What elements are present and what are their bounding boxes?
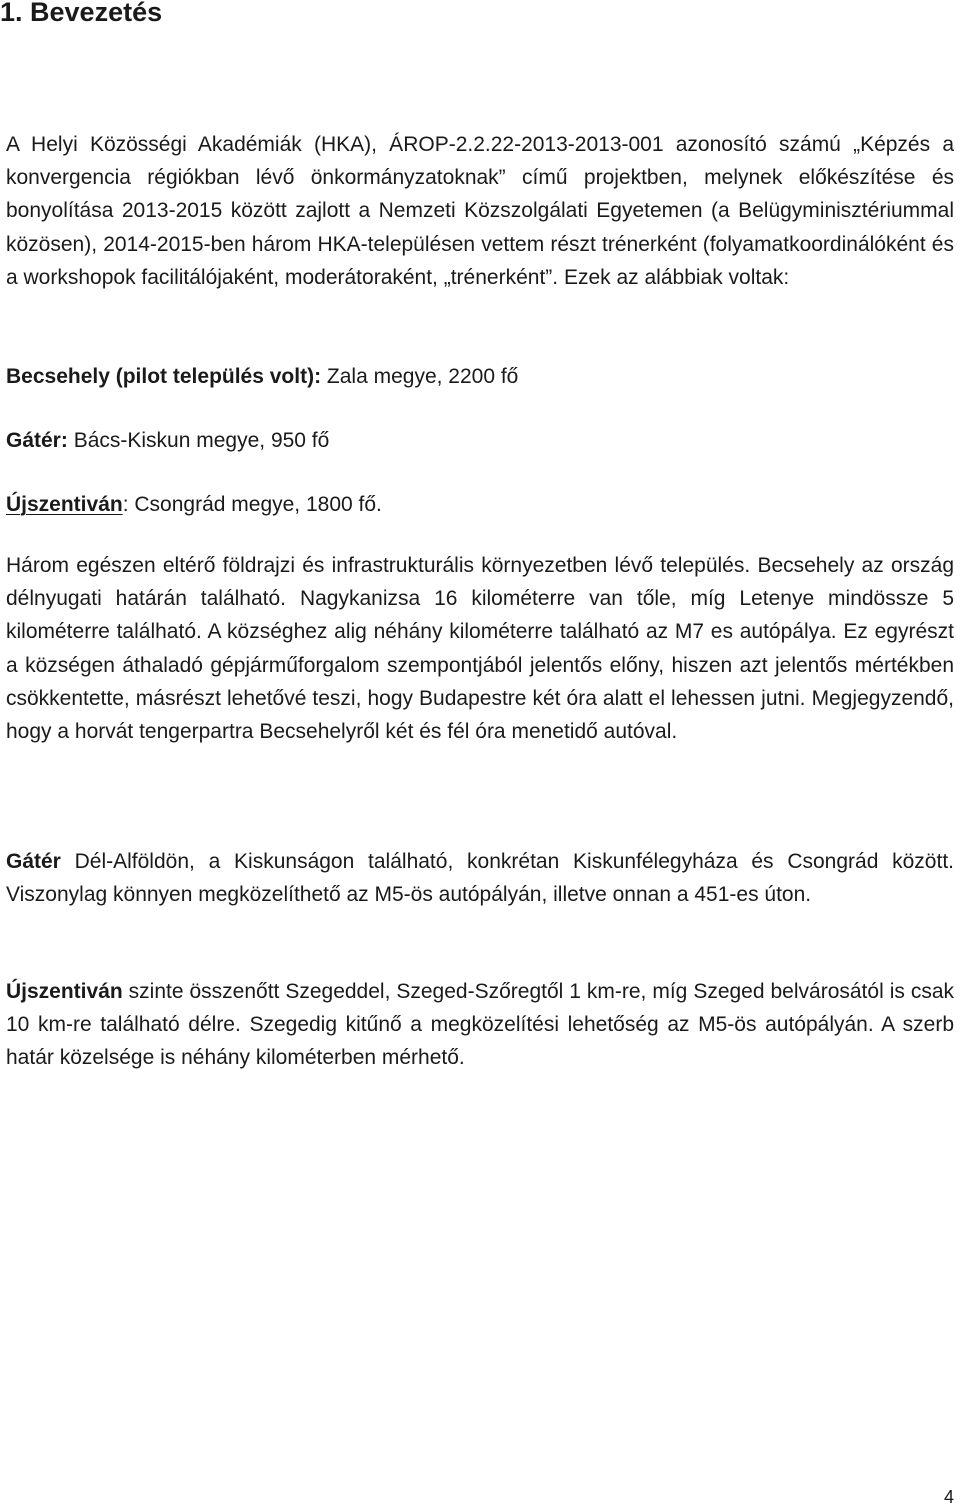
ujszentivan-paragraph-text: szinte összenőtt Szegeddel, Szeged-Szőregtől 1 km-re, míg Szeged belvárosától is csak 10 km-re található délre. Szegedig kitűnő a megközelítési lehetőség az M5-ös autópályán. A szerb határ közelsége is néhány kilométerben mérhető.: [6, 980, 954, 1070]
settlement-colon-ujszentivan: :: [122, 493, 129, 516]
gater-paragraph-name: Gátér: [6, 850, 61, 873]
description-sentence-4: A községhez alig néhány kilométerre található az M7 es autópálya.: [207, 620, 837, 644]
settlement-name-ujszentivan: Újszentiván: [6, 493, 123, 516]
description-paragraph: [6, 549, 954, 748]
settlement-details-gater: Bács-Kiskun megye, 950 fő: [67, 429, 330, 452]
intro-paragraph: [6, 128, 954, 294]
page-number: 4: [943, 1487, 954, 1507]
ujszentivan-paragraph: [6, 975, 954, 1075]
section-heading: 1. Bevezetés: [0, 0, 163, 27]
description-sentence-3: Nagykanizsa 16 kilométerre van tőle, míg Letenye mindössze 5 kilométerre található.: [6, 587, 954, 644]
settlement-details-ujszentivan: Csongrád megye, 1800 fő.: [128, 493, 382, 516]
settlement-gater: [6, 424, 329, 457]
settlement-name-gater: Gátér:: [6, 429, 68, 452]
description-sentence-5: Ez egyrészt a községen áthaladó gépjárműforgalom szempontjából jelentős előny, hiszen azt jelentős mértékben csökkentette, másrészt lehetővé teszi, hogy Budapestre két óra alatt el lehessen jutni.: [6, 620, 954, 710]
settlement-becsehely: [6, 360, 518, 393]
intro-sentence-2: Ezek az alábbiak voltak:: [563, 265, 790, 289]
intro-sentence-1: A Helyi Közösségi Akadémiák (HKA), ÁROP-2.2.22-2013-2013-001 azonosító számú „Képzés a konvergencia régiókban lévő önkormányzatoknak” című projektben, melynek előkészítése és bonyolítása 2013-2015 között zajlott a Nemzeti Közszolgálati Egyetemen (a Belügyminisztériummal közösen), 2014-2015-ben három HKA-településen vettem részt trénerként (folyamatkoordinálóként és a workshopok facilitálójaként, moderátoraként, „trénerként”.: [6, 133, 954, 289]
gater-paragraph: [6, 845, 954, 911]
ujszentivan-paragraph-name: Újszentiván: [6, 980, 123, 1003]
settlement-details-becsehely: Zala megye, 2200 fő: [321, 365, 519, 388]
settlement-ujszentivan: [6, 488, 382, 521]
gater-paragraph-text: Dél-Alföldön, a Kiskunságon található, konkrétan Kiskunfélegyháza és Csongrád között. Viszonylag könnyen megközelíthető az M5-ös autópályán, illetve onnan a 451-es úton.: [6, 850, 954, 907]
description-sentence-2: Becsehely az ország délnyugati határán található.: [6, 554, 954, 611]
description-sentence-6: Megjegyzendő, hogy a horvát tengerpartra Becsehelyről két és fél óra menetidő autóval.: [6, 686, 954, 744]
settlement-name-becsehely: Becsehely (pilot település volt):: [6, 365, 322, 388]
description-sentence-1: Három egészen eltérő földrajzi és infrastrukturális környezetben lévő település.: [6, 554, 751, 577]
